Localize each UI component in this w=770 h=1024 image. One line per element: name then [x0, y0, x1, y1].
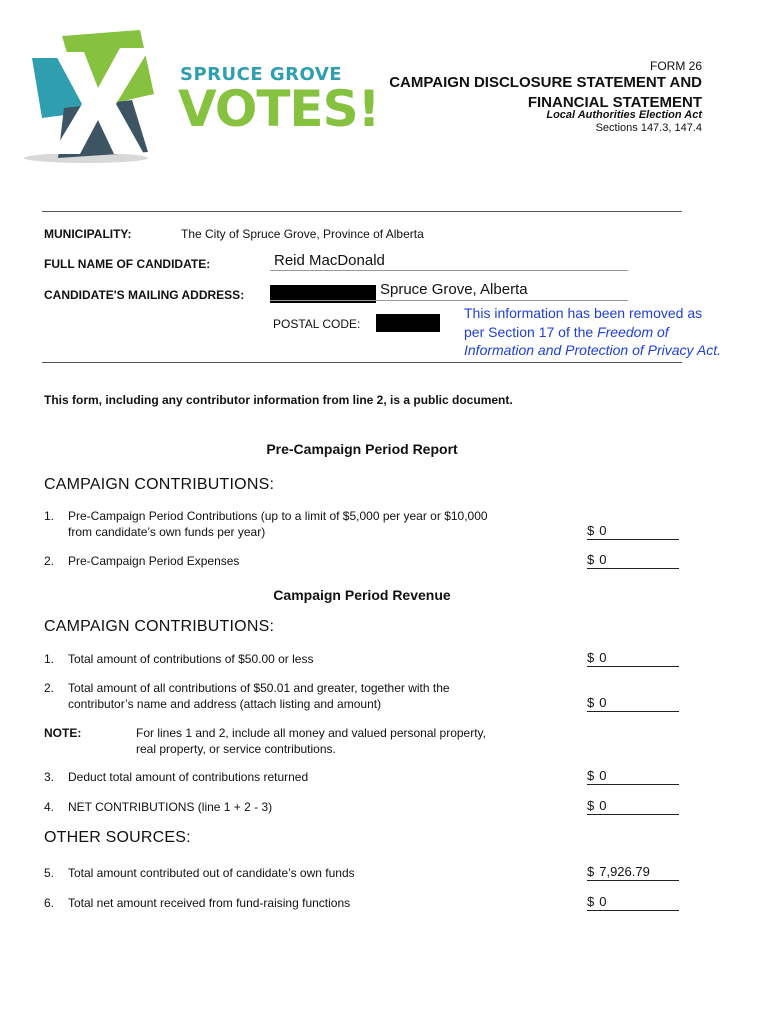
- other-item-5-amount: [587, 864, 679, 881]
- pre-item-2-number: 2.: [44, 554, 55, 568]
- rev-item-3-amount: [587, 768, 679, 785]
- rev-item-2-line1: Total amount of all contributions of $50.01 and greater, together with the: [68, 681, 450, 695]
- rev-item-3-number: 3.: [44, 770, 55, 784]
- currency-symbol: $: [587, 864, 595, 879]
- logo-text-line1: SPRUCE GROVE: [180, 64, 343, 85]
- other-item-6-number: 6.: [44, 896, 55, 910]
- mailing-address-value: Spruce Grove, Alberta: [380, 281, 528, 298]
- rev-item-4-text: NET CONTRIBUTIONS (line 1 + 2 - 3): [68, 800, 273, 814]
- privacy-removal-note: [464, 304, 764, 360]
- currency-symbol: $: [587, 695, 595, 710]
- pre-campaign-contributions-caption: CAMPAIGN CONTRIBUTIONS:: [44, 476, 275, 493]
- privacy-line2-prefix: per Section 17 of the: [464, 323, 598, 340]
- divider: [42, 362, 682, 363]
- amount-value: 0: [599, 523, 607, 538]
- pre-item-1-amount: [587, 523, 679, 540]
- privacy-line3-italic: Information and Protection of Privacy Act.: [464, 342, 722, 358]
- note-line2: real property, or service contributions.: [136, 742, 336, 756]
- redaction-postal-code: [376, 314, 440, 332]
- public-document-notice: This form, including any contributor information from line 2, is a public document.: [44, 393, 513, 407]
- name-underline: [270, 270, 628, 271]
- municipality-label: MUNICIPALITY:: [44, 227, 132, 241]
- currency-symbol: $: [587, 650, 595, 665]
- other-sources-caption: OTHER SOURCES:: [44, 829, 191, 846]
- privacy-line2-italic: Freedom of: [597, 323, 669, 340]
- rev-item-2-number: 2.: [44, 681, 55, 695]
- pre-item-2-amount: [587, 552, 679, 569]
- privacy-line2: [464, 323, 764, 342]
- act-name: Local Authorities Election Act: [546, 109, 702, 121]
- pre-item-1-line1: Pre-Campaign Period Contributions (up to a limit of $5,000 per year or $10,000: [68, 509, 488, 523]
- campaign-revenue-title: Campaign Period Revenue: [273, 587, 451, 603]
- privacy-line3: [464, 341, 764, 360]
- x-logo-icon: [24, 30, 184, 170]
- pre-item-1-text: [68, 508, 488, 540]
- amount-value: 0: [599, 552, 607, 567]
- candidate-name-label: FULL NAME OF CANDIDATE:: [44, 257, 211, 271]
- form-number: FORM 26: [649, 59, 702, 73]
- pre-item-2-text: Pre-Campaign Period Expenses: [68, 554, 240, 568]
- amount-value: 0: [599, 798, 607, 813]
- rev-item-4-number: 4.: [44, 800, 55, 814]
- rev-item-2-line2: contributor’s name and address (attach listing and amount): [68, 697, 382, 711]
- pre-campaign-title: Pre-Campaign Period Report: [266, 441, 458, 457]
- amount-value: 7,926.79: [599, 864, 650, 879]
- rev-item-1-number: 1.: [44, 652, 55, 666]
- currency-symbol: $: [587, 798, 595, 813]
- form-title: CAMPAIGN DISCLOSURE STATEMENT AND FINANCIAL STATEMENT: [389, 74, 702, 111]
- privacy-line1: This information has been removed as: [464, 305, 703, 321]
- rev-item-2-amount: [587, 695, 679, 712]
- currency-symbol: $: [587, 768, 595, 783]
- rev-item-4-amount: [587, 798, 679, 815]
- amount-value: 0: [599, 695, 607, 710]
- postal-code-label: POSTAL CODE:: [273, 317, 361, 331]
- amount-value: 0: [599, 650, 607, 665]
- rev-item-1-amount: [587, 650, 679, 667]
- divider: [42, 211, 682, 212]
- note-label: NOTE:: [44, 726, 82, 740]
- other-item-5-text: Total amount contributed out of candidate’s own funds: [68, 866, 355, 880]
- note-line1: For lines 1 and 2, include all money and valued personal property,: [136, 726, 486, 740]
- rev-item-1-text: Total amount of contributions of $50.00 or less: [68, 652, 314, 666]
- pre-item-1-number: 1.: [44, 509, 55, 523]
- campaign-contributions-caption: CAMPAIGN CONTRIBUTIONS:: [44, 618, 275, 635]
- amount-value: 0: [599, 894, 607, 909]
- amount-value: 0: [599, 768, 607, 783]
- mailing-address-label: CANDIDATE'S MAILING ADDRESS:: [44, 288, 245, 302]
- currency-symbol: $: [587, 894, 595, 909]
- municipality-value: The City of Spruce Grove, Province of Alberta: [181, 227, 424, 241]
- pre-item-1-line2: from candidate’s own funds per year): [68, 525, 266, 539]
- note-text: [136, 725, 486, 757]
- act-sections: Sections 147.3, 147.4: [595, 122, 702, 134]
- logo-text-line2: VOTES!: [178, 80, 380, 138]
- currency-symbol: $: [587, 552, 595, 567]
- rev-item-2-text: [68, 680, 450, 712]
- address-underline: [270, 300, 628, 301]
- other-item-5-number: 5.: [44, 866, 55, 880]
- currency-symbol: $: [587, 523, 595, 538]
- rev-item-3-text: Deduct total amount of contributions returned: [68, 770, 309, 784]
- other-item-6-amount: [587, 894, 679, 911]
- other-item-6-text: Total net amount received from fund-raising functions: [68, 896, 351, 910]
- candidate-name-value: Reid MacDonald: [274, 252, 385, 269]
